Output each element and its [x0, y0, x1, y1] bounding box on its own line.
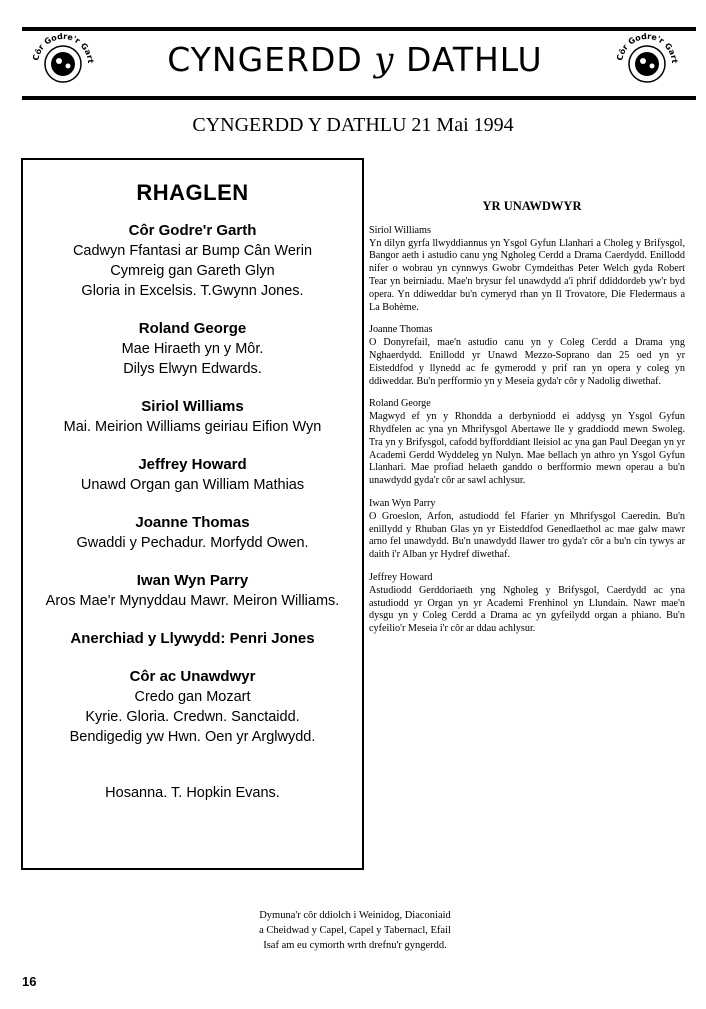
masthead-word-2: DATHLU — [405, 40, 543, 79]
soloist-bio — [369, 225, 685, 315]
programme-piece: Cymreig gan Gareth Glyn — [110, 263, 275, 279]
programme-piece: Hosanna. T. Hopkin Evans. — [105, 785, 280, 801]
programme-piece: Bendigedig yw Hwn. Oen yr Arglwydd. — [69, 729, 316, 745]
programme-item — [23, 783, 362, 803]
soloist-bio — [369, 498, 685, 562]
programme-item — [23, 667, 362, 747]
soloist-bio — [369, 572, 685, 636]
programme-item — [23, 513, 362, 553]
choir-emblem-icon — [28, 29, 98, 99]
soloist-biography: Astudiodd Gerddoriaeth yng Ngholeg y Brifysgol, Caerdydd ac yna astudiodd yr Organ yn yr Academi Frenhinol yn Llundain. Nawr mae'n dysgu yn y Coleg Cerdd a Drama ac yn gyfeilydd organ a phiano. Bu'n cyfeilio'r Meseia i'r côr ar ddau achlysur. — [369, 584, 685, 635]
programme-piece: Kyrie. Gloria. Credwn. Sanctaidd. — [85, 709, 300, 725]
programme-item — [23, 221, 362, 301]
acknowledgement-line: Isaf am eu cymorth wrth drefnu'r gyngerdd. — [263, 940, 447, 951]
soloist-biography: Yn dilyn gyrfa llwyddiannus yn Ysgol Gyfun Llanhari a Choleg y Brifysgol, Bangor aeth i astudio canu yng Ngholeg Cerdd a Drama Caerdydd. Enillodd nifer o wobrau yn cynnwys Gwobr Cymdeithas Peter Welch gyda Robert Tear yn beirniadu. Mae'n brysur fel unawdydd a'i phrif ddiddordeb yw'r byd opera. Yn ddiweddar bu'n cymeryd rhan yn Il Trovatore, Die Fledermaus a La Bohème. — [369, 237, 685, 313]
programme-piece: Unawd Organ gan William Mathias — [80, 477, 305, 493]
programme-piece: Cadwyn Ffantasi ar Bump Cân Werin — [72, 243, 313, 259]
programme-piece: Mai. Meirion Williams geiriau Eifion Wyn — [63, 419, 322, 435]
performer-name: Joanne Thomas — [135, 514, 250, 531]
performer-name: Anerchiad y Llywydd: Penri Jones — [70, 630, 315, 647]
programme-list — [23, 221, 362, 803]
programme-title: RHAGLEN — [136, 180, 249, 205]
soloist-name: Roland George — [369, 398, 431, 410]
masthead-word-y: y — [374, 40, 395, 80]
logo-lettering: Côr Godre'r Gart — [31, 31, 96, 64]
performer-name: Jeffrey Howard — [138, 456, 247, 473]
concert-subtitle: CYNGERDD Y DATHLU 21 Mai 1994 — [192, 114, 514, 136]
programme-box — [21, 158, 364, 870]
acknowledgement-note — [200, 908, 510, 953]
header-bottom-rule — [22, 96, 696, 100]
logo-lettering: Côr Godre'r Gart — [615, 31, 680, 64]
programme-item — [23, 397, 362, 437]
top-rule — [22, 27, 696, 31]
programme-piece: Gwaddi y Pechadur. Morfydd Owen. — [76, 535, 309, 551]
programme-piece: Credo gan Mozart — [134, 689, 251, 705]
soloist-bios — [369, 225, 685, 636]
programme-piece: Mae Hiraeth yn y Môr. — [121, 341, 264, 357]
programme-piece: Dilys Elwyn Edwards. — [123, 361, 262, 377]
soloist-bio — [369, 324, 685, 388]
soloist-name: Iwan Wyn Parry — [369, 497, 436, 509]
performer-name: Siriol Williams — [141, 398, 244, 415]
soloist-biography: Magwyd ef yn y Rhondda a derbyniodd ei addysg yn Ysgol Gyfun Rhydfelen ac yna yn Mhrifysgol Abertawe lle y graddiodd mewn Swoleg. Tra yn y Brifysgol, cafodd byfforddiant lleisiol ac yna gan Paul Deegan yn yr Academi Gerdd Wyddeleg yn Nulyn. Mae bellach yn athro yn Ysgol Gyfun Llanhari. Mae profiad helaeth ganddo o berfformio mewn operau a bu'n unawdydd gyda'r côr ar sawl achlysur. — [369, 411, 685, 487]
page-number: 16 — [22, 974, 37, 989]
performer-name: Iwan Wyn Parry — [136, 572, 249, 589]
masthead-title — [100, 40, 610, 80]
acknowledgement-line: a Cheidwad y Capel, Capel y Tabernacl, Efail — [259, 925, 451, 936]
choir-emblem-icon — [612, 29, 682, 99]
soloist-name: Joanne Thomas — [369, 324, 433, 336]
performer-name: Côr ac Unawdwyr — [129, 668, 256, 685]
programme-item — [23, 319, 362, 379]
soloists-title: YR UNAWDWYR — [482, 199, 582, 213]
soloists-column — [369, 200, 685, 646]
choir-logo-left — [28, 29, 98, 99]
programme-item — [23, 455, 362, 495]
acknowledgement-line: Dymuna'r côr ddiolch i Weinidog, Diaconiaid — [259, 910, 451, 921]
performer-name: Côr Godre'r Garth — [128, 222, 257, 239]
soloist-bio — [369, 398, 685, 488]
programme-item — [23, 629, 362, 649]
masthead-word-1: CYNGERDD — [167, 40, 363, 79]
programme-item — [23, 571, 362, 611]
performer-name: Roland George — [138, 320, 247, 337]
programme-piece: Aros Mae'r Mynyddau Mawr. Meiron Williams. — [45, 593, 340, 609]
soloist-biography: O Donyrefail, mae'n astudio canu yn y Coleg Cerdd a Drama yng Nghaerdydd. Enillodd yr Unawd Mezzo-Soprano dan 25 oed yn yr Eisteddfod y llynedd ac fe gymerodd y prif ran yn opera y coleg yn ddiweddar. Bu'n perfformio yn y Meseia gyda'r côr y Nadolig diwethaf. — [369, 337, 685, 387]
soloist-biography: O Groeslon, Arfon, astudiodd fel Ffarier yn Mhrifysgol Caeredin. Bu'n enillydd y Rhuban Glas yn yr Eisteddfod Genedlaethol ac mae galw mawr arno fel unawdydd. Bu'n unawdydd llawer tro gyda'r côr a bu'n cin tywys ar daith i'r Alban yr Hydref diwethaf. — [369, 510, 685, 561]
choir-logo-right — [612, 29, 682, 99]
soloist-name: Siriol Williams — [369, 224, 431, 236]
programme-piece: Gloria in Excelsis. T.Gwynn Jones. — [81, 283, 304, 299]
soloist-name: Jeffrey Howard — [369, 571, 433, 583]
